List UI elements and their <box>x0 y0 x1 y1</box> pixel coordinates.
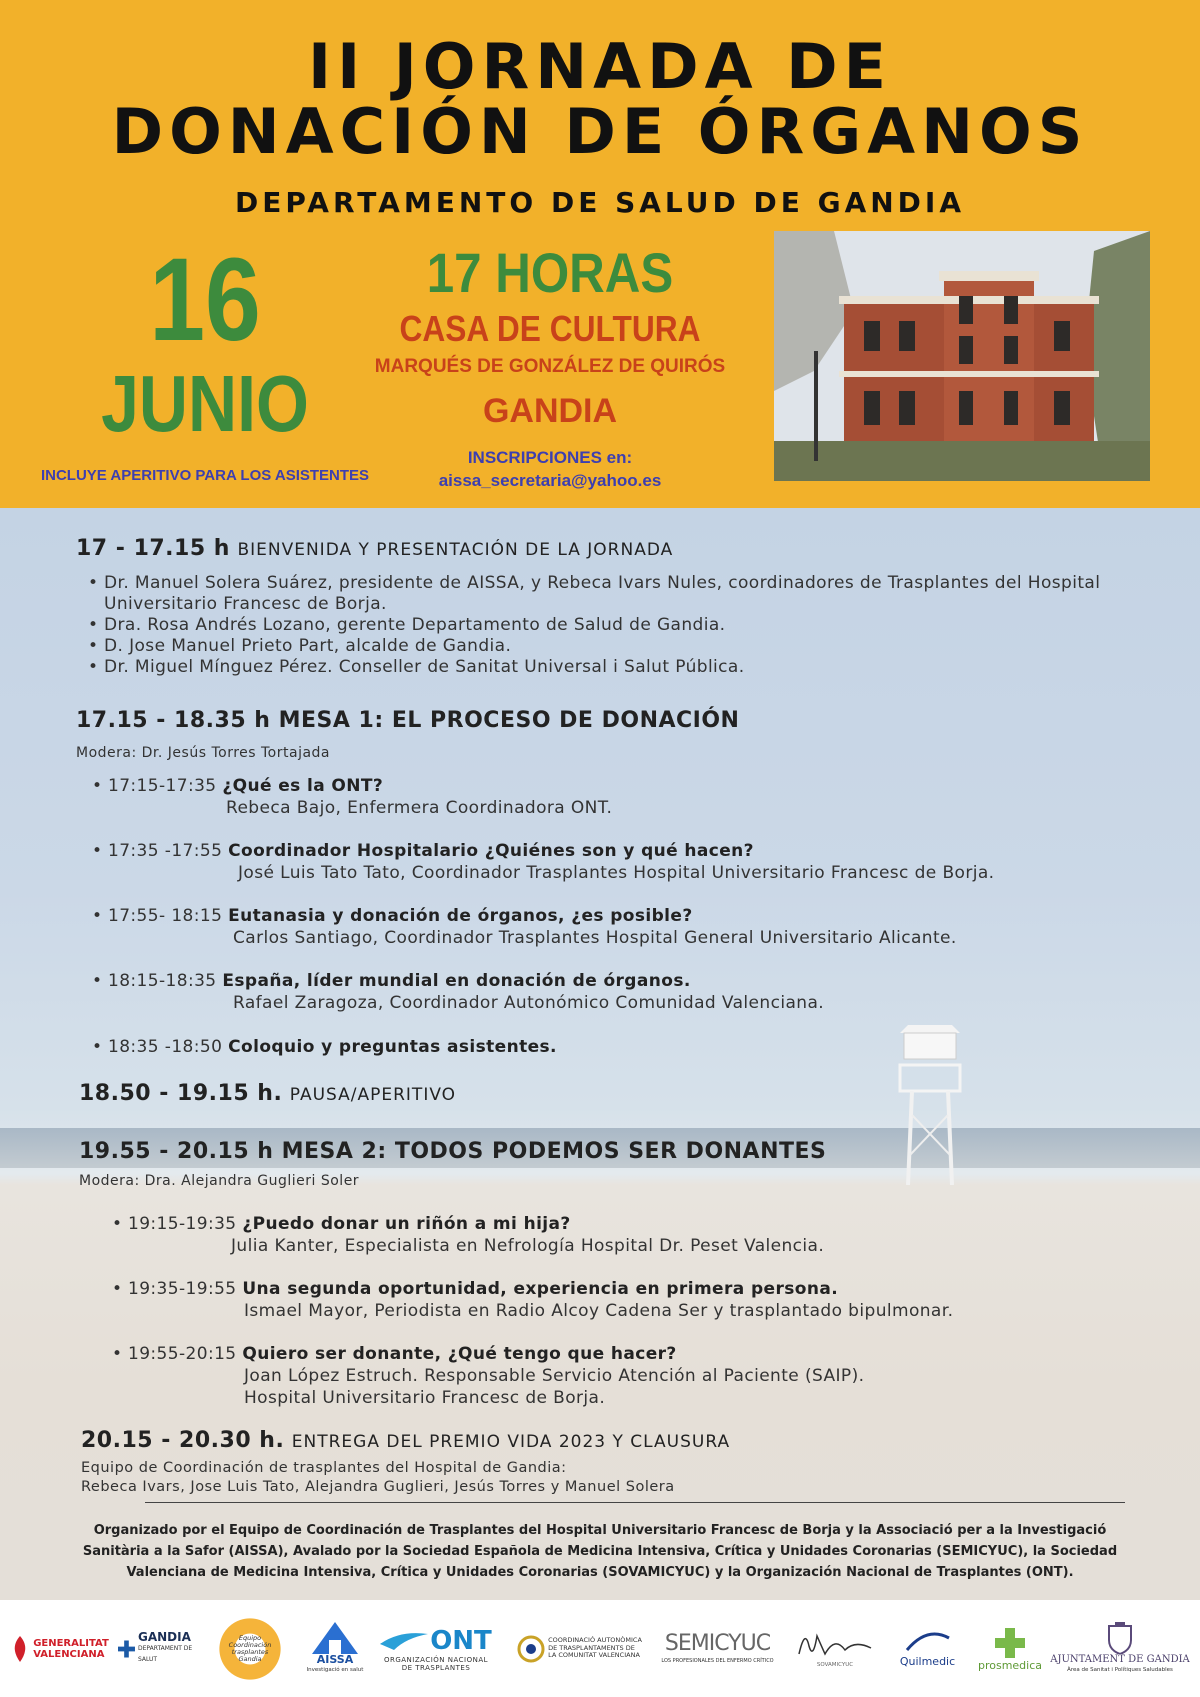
quilmedic-logo <box>890 1600 965 1697</box>
talk-time: 19:15-19:35 <box>128 1214 237 1234</box>
registration-info <box>380 446 720 492</box>
welcome-list <box>88 573 1148 678</box>
clausura-line: Rebeca Ivars, Jose Luis Tato, Alejandra Guglieri, Jesús Torres y Manuel Solera <box>81 1479 675 1495</box>
talk-time: 17:15-17:35 <box>108 776 217 796</box>
subtitle: DEPARTAMENTO DE SALUD DE GANDIA <box>234 186 966 219</box>
aperitivo-note: INCLUYE APERITIVO PARA LOS ASISTENTES <box>40 467 370 484</box>
event-time: 17 HORAS <box>426 241 674 304</box>
list-item: • Dr. Manuel Solera Suárez, presidente de AISSA, y Rebeca Ivars Nules, coordinadores de Trasplantes del Hospital Universitario Francesc de Borja. <box>88 573 1148 615</box>
logo-text: DE TRASPLANTES <box>401 1663 471 1672</box>
sovamicyuc-signature-icon <box>795 1626 875 1660</box>
list-item: • Dra. Rosa Andrés Lozano, gerente Departamento de Salud de Gandia. <box>88 615 1148 636</box>
organizers-text <box>30 1520 1170 1583</box>
venue-photo <box>774 231 1150 481</box>
clausura-title: ENTREGA DEL PREMIO VIDA 2023 Y CLAUSURA <box>291 1432 731 1452</box>
logo-text: trasplantes <box>231 1647 269 1656</box>
logo-text: AJUNTAMENT DE GANDIA <box>1050 1653 1190 1665</box>
logo-text: ONT <box>430 1625 492 1656</box>
clausura-heading <box>81 1428 730 1453</box>
ajuntament-gandia-logo <box>1050 1600 1190 1697</box>
talk-speaker: Carlos Santiago, Coordinador Trasplantes Hospital General Universitario Alicante. <box>233 928 957 948</box>
sovamicyuc-logo <box>790 1600 880 1697</box>
ont-wings-icon <box>380 1630 430 1652</box>
mesa1-moderator: Modera: Dr. Jesús Torres Tortajada <box>76 745 331 761</box>
talk-item: • 18:35 -18:50 Coloquio y preguntas asistentes. <box>92 1037 557 1057</box>
mesa2-moderator: Modera: Dra. Alejandra Guglieri Soler <box>79 1173 360 1189</box>
equipo-coordinacion-logo <box>205 1600 295 1697</box>
logo-text: ORGANIZACIÓN NACIONAL <box>383 1655 489 1664</box>
talk-title: Coordinador Hospitalario ¿Quiénes son y qué hacen? <box>228 841 754 861</box>
pausa-time: 18.50 - 19.15 h. <box>79 1081 283 1106</box>
logo-text: AISSA <box>316 1652 354 1666</box>
registration-label: INSCRIPCIONES en: <box>467 448 633 467</box>
venue-name: CASA DE CULTURA <box>399 308 701 349</box>
venue-detail: MARQUÉS DE GONZÁLEZ DE QUIRÓS <box>374 356 726 377</box>
clausura-line: Equipo de Coordinación de trasplantes del Hospital de Gandia: <box>81 1460 567 1476</box>
talk-title: ¿Puedo donar un riñón a mi hija? <box>242 1214 571 1234</box>
organizers-line: Organizado por el Equipo de Coordinación de Trasplantes del Hospital Universitario Francesc de Borja y la Associació per a la Investigació <box>93 1523 1107 1538</box>
logo-text: VALENCIANA <box>33 1648 105 1660</box>
coordinacio-autonomica-logo <box>517 1600 642 1697</box>
talk-speaker: Julia Kanter, Especialista en Nefrología Hospital Dr. Peset Valencia. <box>231 1236 825 1256</box>
talk-title: Quiero ser donante, ¿Qué tengo que hacer? <box>242 1344 677 1364</box>
pausa-heading <box>79 1081 456 1106</box>
logo-text: Quilmedic <box>899 1655 956 1668</box>
logo-text: LA COMUNITAT VALENCIANA <box>548 1651 640 1660</box>
event-month: JUNIO <box>101 359 309 448</box>
registration-email[interactable]: aissa_secretaria@yahoo.es <box>438 471 662 490</box>
talk-item: • 17:55- 18:15 Eutanasia y donación de órganos, ¿es posible? Carlos Santiago, Coordinador Trasplantes Hospital General Universitario Alicante. <box>92 906 957 948</box>
welcome-heading <box>76 536 673 561</box>
talk-time: 17:55- 18:15 <box>108 906 223 926</box>
logo-text: GENERALITAT <box>33 1637 109 1649</box>
clausura-team <box>81 1459 675 1497</box>
prosmedica-cross-icon <box>993 1626 1027 1660</box>
talk-item: • 19:55-20:15 Quiero ser donante, ¿Qué tengo que hacer? Joan López Estruch. Responsable Servicio Atención al Paciente (SAIP). Hospital Universitario Francesc de Borja. <box>112 1344 865 1408</box>
talk-item: • 19:15-19:35 ¿Puedo donar un riñón a mi hija? Julia Kanter, Especialista en Nefrología Hospital Dr. Peset Valencia. <box>112 1214 825 1256</box>
logo-text: Coordinación <box>228 1640 272 1649</box>
ont-logo <box>372 1600 500 1697</box>
organizers-line: Valenciana de Medicina Intensiva, Crítica y Unidades Coronarias (SOVAMICYUC) y la Organización Nacional de Trasplantes (ONT). <box>126 1565 1074 1580</box>
logo-text: DE TRASPLANTAMENTS DE <box>548 1643 635 1652</box>
logo-text: Gandia <box>238 1654 262 1663</box>
talk-speaker: Hospital Universitario Francesc de Borja. <box>244 1388 606 1408</box>
mesa2-heading: 19.55 - 20.15 h MESA 2: TODOS PODEMOS SER DONANTES <box>79 1139 827 1164</box>
header-banner <box>0 0 1200 508</box>
logo-text: SOVAMICYUC <box>816 1662 854 1668</box>
semicyuc-logo <box>660 1600 775 1697</box>
logo-text: SEMICYUC <box>664 1630 771 1656</box>
logo-text: COORDINACIÓ AUTONÒMICA <box>548 1636 642 1645</box>
talk-speaker: Rafael Zaragoza, Coordinador Autonómico Comunidad Valenciana. <box>233 993 825 1013</box>
cross-icon <box>118 1638 135 1660</box>
mesa1-heading: 17.15 - 18.35 h MESA 1: EL PROCESO DE DONACIÓN <box>76 708 740 733</box>
talk-time: 18:15-18:35 <box>108 971 217 991</box>
title-line-1: II JORNADA DE <box>308 30 892 103</box>
event-day: 16 <box>149 234 261 366</box>
talk-title: ¿Qué es la ONT? <box>222 776 384 796</box>
logo-text: Equipo <box>238 1633 262 1642</box>
talk-title: Una segunda oportunidad, experiencia en primera persona. <box>242 1279 839 1299</box>
organizers-line: Sanitària a la Safor (AISSA), Avalado por la Sociedad Española de Medicina Intensiva, Crítica y Unidades Coronarias (SEMICYUC), la Sociedad <box>82 1544 1118 1559</box>
talk-speaker: Joan López Estruch. Responsable Servicio Atención al Paciente (SAIP). <box>244 1366 865 1386</box>
talk-item: • 18:15-18:35 España, líder mundial en donación de órganos. Rafael Zaragoza, Coordinador Autonómico Comunidad Valenciana. <box>92 971 825 1013</box>
aissa-logo <box>305 1600 365 1697</box>
logo-text: GANDIA <box>137 1630 191 1644</box>
logo-text: Àrea de Sanitat i Polítiques Saludables <box>1067 1666 1173 1673</box>
pausa-title: PAUSA/APERITIVO <box>289 1085 457 1105</box>
talk-item: • 17:15-17:35 ¿Qué es la ONT? Rebeca Bajo, Enfermera Coordinadora ONT. <box>92 776 613 818</box>
talk-speaker: Ismael Mayor, Periodista en Radio Alcoy Cadena Ser y trasplantado bipulmonar. <box>244 1301 954 1321</box>
logo-text: prosmedica <box>977 1659 1043 1672</box>
welcome-time: 17 - 17.15 h <box>76 536 230 561</box>
logo-text: Investigació en salut <box>306 1666 364 1673</box>
clausura-time: 20.15 - 20.30 h. <box>81 1428 285 1453</box>
talk-speaker: José Luis Tato Tato, Coordinador Trasplantes Hospital Universitario Francesc de Borja. <box>238 863 995 883</box>
logo-text: DEPARTAMENT DE SALUT <box>137 1645 193 1663</box>
talk-time: 19:55-20:15 <box>128 1344 237 1364</box>
coat-of-arms-icon <box>1107 1622 1133 1654</box>
coordinacio-icon <box>517 1635 545 1663</box>
aissa-icon <box>312 1622 358 1654</box>
venue-city: GANDIA <box>482 392 618 430</box>
logo-text: LOS PROFESIONALES DEL ENFERMO CRÍTICO <box>661 1657 774 1664</box>
quilmedic-icon <box>905 1630 951 1656</box>
gandia-salut-logo <box>118 1600 196 1697</box>
talk-title: Eutanasia y donación de órganos, ¿es posible? <box>228 906 693 926</box>
lifeguard-tower-icon <box>890 1025 970 1185</box>
talk-title: Coloquio y preguntas asistentes. <box>228 1037 557 1057</box>
talk-speaker: Rebeca Bajo, Enfermera Coordinadora ONT. <box>226 798 613 818</box>
talk-time: 18:35 -18:50 <box>108 1037 223 1057</box>
talk-time: 19:35-19:55 <box>128 1279 237 1299</box>
talk-item: • 17:35 -17:55 Coordinador Hospitalario ¿Quiénes son y qué hacen? José Luis Tato Tato, Coordinador Trasplantes Hospital Universitario Francesc de Borja. <box>92 841 995 883</box>
welcome-title: BIENVENIDA Y PRESENTACIÓN DE LA JORNADA <box>237 540 674 560</box>
talk-time: 17:35 -17:55 <box>108 841 223 861</box>
list-item: • D. Jose Manuel Prieto Part, alcalde de Gandia. <box>88 636 1148 657</box>
sun-icon <box>210 1618 290 1680</box>
generalitat-logo <box>10 1600 110 1697</box>
prosmedica-logo <box>970 1600 1050 1697</box>
divider <box>145 1502 1125 1503</box>
title-line-2: DONACIÓN DE ÓRGANOS <box>111 95 1089 168</box>
sponsor-logos <box>0 1600 1200 1697</box>
list-item: • Dr. Miguel Mínguez Pérez. Conseller de Sanitat Universal i Salut Pública. <box>88 657 1148 678</box>
talk-item: • 19:35-19:55 Una segunda oportunidad, experiencia en primera persona. Ismael Mayor, Periodista en Radio Alcoy Cadena Ser y trasplantado bipulmonar. <box>112 1279 954 1321</box>
generalitat-icon <box>11 1636 29 1662</box>
talk-title: España, líder mundial en donación de órganos. <box>222 971 691 991</box>
